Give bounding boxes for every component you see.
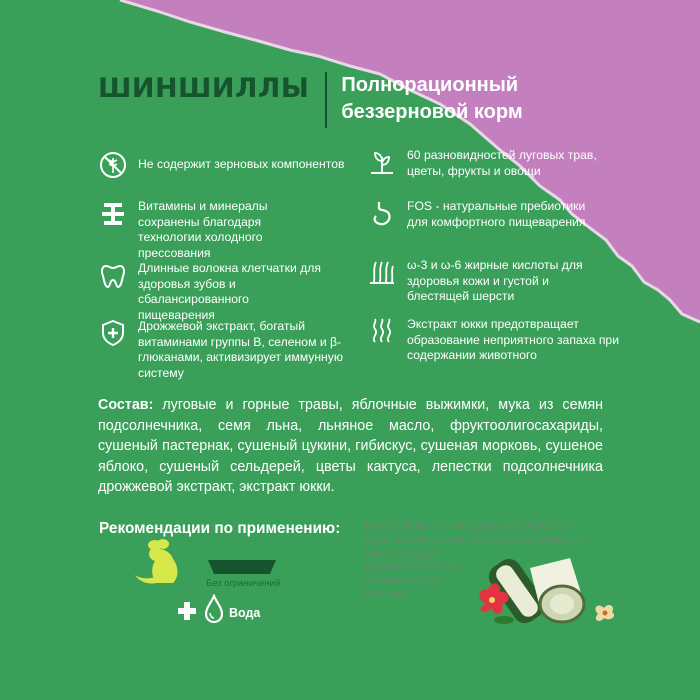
feature-text: Не содержит зерновых компонентов: [138, 157, 345, 171]
no-grain-icon: [98, 150, 128, 180]
feature-yucca: [367, 316, 622, 364]
note-line: разнообразия его: [365, 561, 460, 574]
feature-herbs: [367, 147, 607, 179]
tooth-icon: [98, 261, 128, 291]
feature-text: FOS - натуральные пребиотики для комфортного пищеварения: [407, 199, 586, 229]
cold-press-icon: [98, 199, 128, 229]
chinchilla-icon: [133, 537, 193, 589]
feature-no-grain: [98, 150, 358, 180]
shield-plus-icon: [98, 318, 128, 348]
note-line: состава: [365, 588, 407, 601]
composition-block: [98, 395, 603, 498]
stomach-icon: [367, 199, 397, 229]
feature-text: 60 разновидностей луговых трав, цветы, фрукты и овощи: [407, 148, 597, 178]
header: [98, 72, 523, 132]
note-line: ние к сену для: [365, 547, 443, 560]
plant-icon: [367, 147, 397, 177]
feature-text: Дрожжевой экстракт, богатый витаминами группы В, селеном и β-глюканами, активизирует иммунную систему: [138, 319, 344, 380]
note-line: ботанического: [365, 575, 443, 588]
feature-fos: [367, 199, 607, 230]
bowl-label: Без ограничений: [206, 578, 281, 589]
plus-icon: [177, 601, 197, 621]
subtitle-line-2: беззерновой корм: [341, 101, 523, 123]
feature-tooth: [98, 261, 323, 323]
product-subtitle: [341, 72, 522, 126]
vegetables-image: [470, 548, 630, 633]
composition-text: луговые и горные травы, яблочные выжимки, мука из семян подсолнечника, семя льна, льняное масло, фруктоолигосахариды, сушеный пастернак, сушеный цукини, гибискус, сушеная морковь, сушеное яблоко, сушеный сельдерей, цветы кактуса, лепестки подсолнечника дрожжевой экстракт, экстракт юкки.: [98, 397, 603, 495]
feature-text: ω-3 и ω-6 жирные кислоты для здоровья кожи и густой и блестящей шерсти: [407, 258, 583, 303]
water-drop-icon: [203, 594, 225, 624]
composition-label: Состав:: [98, 397, 154, 413]
feature-text: Длинные волокна клетчатки для здоровья зубов и сбалансированного пищеварения: [138, 261, 321, 322]
recommendations-title: Рекомендации по применению:: [99, 520, 341, 537]
feature-cold-press: [98, 199, 323, 261]
header-divider: [325, 72, 327, 128]
fur-icon: [367, 258, 397, 288]
odor-icon: [367, 316, 397, 346]
bowl-icon: [206, 558, 278, 576]
water-label: Вода: [229, 606, 261, 620]
feature-yeast: [98, 318, 358, 381]
subtitle-line-1: Полнорационный: [341, 74, 519, 96]
feature-omega: [367, 258, 597, 305]
note-line: Может быть использован как основной: [365, 520, 574, 532]
note-line: корм, как источник сена или как дополне-: [365, 533, 588, 546]
feature-text: Экстракт юкки предотвращает образование неприятного запаха при содержании животного: [407, 317, 620, 362]
feature-text: Витамины и минералы сохранены благодаря технологии холодного прессования: [138, 199, 268, 260]
brand-title: ШИНШИЛЛЫ: [98, 73, 310, 104]
